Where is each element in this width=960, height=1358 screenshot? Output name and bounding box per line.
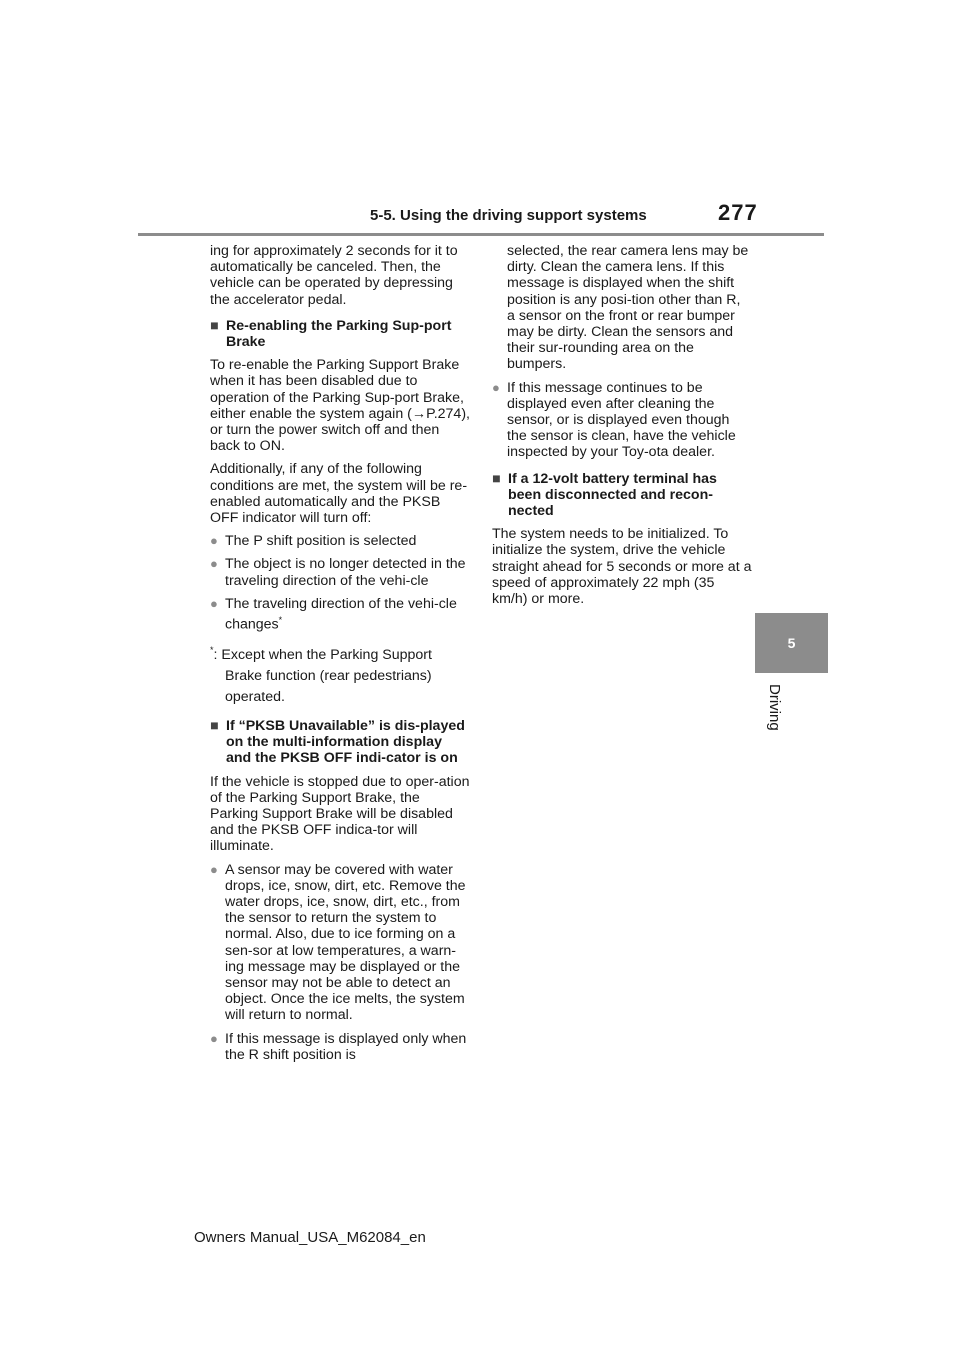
page-number: 277 [718,200,758,225]
list-item-text: If this message is displayed only when the R shift position is [225,1030,467,1063]
list-item [210,556,470,588]
right-column [492,243,752,614]
circle-bullet-icon: ● [210,533,218,549]
footnote-marker: * [210,645,214,655]
manual-identifier: Owners Manual_USA_M62084_en [194,1229,426,1246]
chapter-tab[interactable] [755,613,828,673]
left-column [210,243,470,1070]
heading-text: If a 12-volt battery terminal has been disconnected and recon-nected [508,470,717,520]
footnote-text: : Except when the Parking Support Brake function (rear pedestrians) operated. [213,647,432,705]
paragraph: Additionally, if any of the following conditions are met, the system will be re-enabled automatically and the PKSB OFF indicator will turn off: [210,461,468,527]
subsection-heading [492,471,752,520]
chapter-number: 5 [787,635,796,651]
subsection-heading [210,718,470,767]
paragraph-continued: selected, the rear camera lens may be dirty. Clean the camera lens. If this message is displayed when the shift position is any posi-tion other than R, a sensor on the front or rear bumper may be dirty. Clean the sensors and their sur-rounding area on the bumpers. [507,243,749,373]
circle-bullet-icon: ● [210,556,218,572]
square-bullet-icon: ■ [210,718,219,734]
list-item [210,862,470,1024]
list-item-text: If this message continues to be displayed even after cleaning the sensor, or is displayed even though the sensor is clean, have the vehicle inspected by your Toy-ota dealer. [507,379,736,461]
circle-bullet-icon: ● [492,379,500,395]
list-item-text: A sensor may be covered with water drops, ice, snow, dirt, etc. Remove the water drops, ice, snow, dirt, etc., from the sensor to return the system to normal. Also, due to ice forming on a sen-sor at low temperatures, a warn-ing message may be displayed or the sensor may not be able to detect an object. Once the ice melts, the system will return to normal. [225,861,466,1024]
chapter-label: Driving [766,684,783,731]
subsection-heading [210,318,470,350]
header-divider [138,233,824,236]
list-item [492,380,752,461]
heading-text: If “PKSB Unavailable” is dis-played on the multi-information display and the PKSB OFF indi-cator is on [226,718,465,767]
list-item [210,1031,470,1063]
paragraph: The system needs to be initialized. To initialize the system, drive the vehicle straight ahead for 5 seconds or more at a speed of approximately 22 mph (35 km/h) or more. [492,526,752,608]
paragraph: ing for approximately 2 seconds for it to automatically be canceled. Then, the vehicle can be operated by depressing the accelerator pedal. [210,243,458,308]
circle-bullet-icon: ● [210,595,218,611]
paragraph: If the vehicle is stopped due to oper-ation of the Parking Support Brake, the Parking Support Brake will be disabled and the PKSB OFF indica-tor will illuminate. [210,773,470,855]
square-bullet-icon: ■ [210,317,219,334]
footnote-marker: * [278,615,283,626]
list-item-text: The object is no longer detected in the traveling direction of the vehi-cle [225,556,466,589]
list-item [210,596,470,633]
list-item [210,533,470,549]
list-item-text: The P shift position is selected [225,533,417,550]
heading-text: Re-enabling the Parking Sup-port Brake [226,317,452,351]
footnote [210,640,470,708]
circle-bullet-icon: ● [210,861,218,877]
list-item-text: The traveling direction of the vehi-cle changes [225,595,457,633]
square-bullet-icon: ■ [492,470,501,487]
section-title: 5-5. Using the driving support systems [370,207,647,224]
circle-bullet-icon: ● [210,1030,218,1046]
paragraph: To re-enable the Parking Support Brake when it has been disabled due to operation of the Parking Sup-port Brake, either enable the system again (→P.274), or turn the power switch off and then back to ON. [210,357,470,455]
